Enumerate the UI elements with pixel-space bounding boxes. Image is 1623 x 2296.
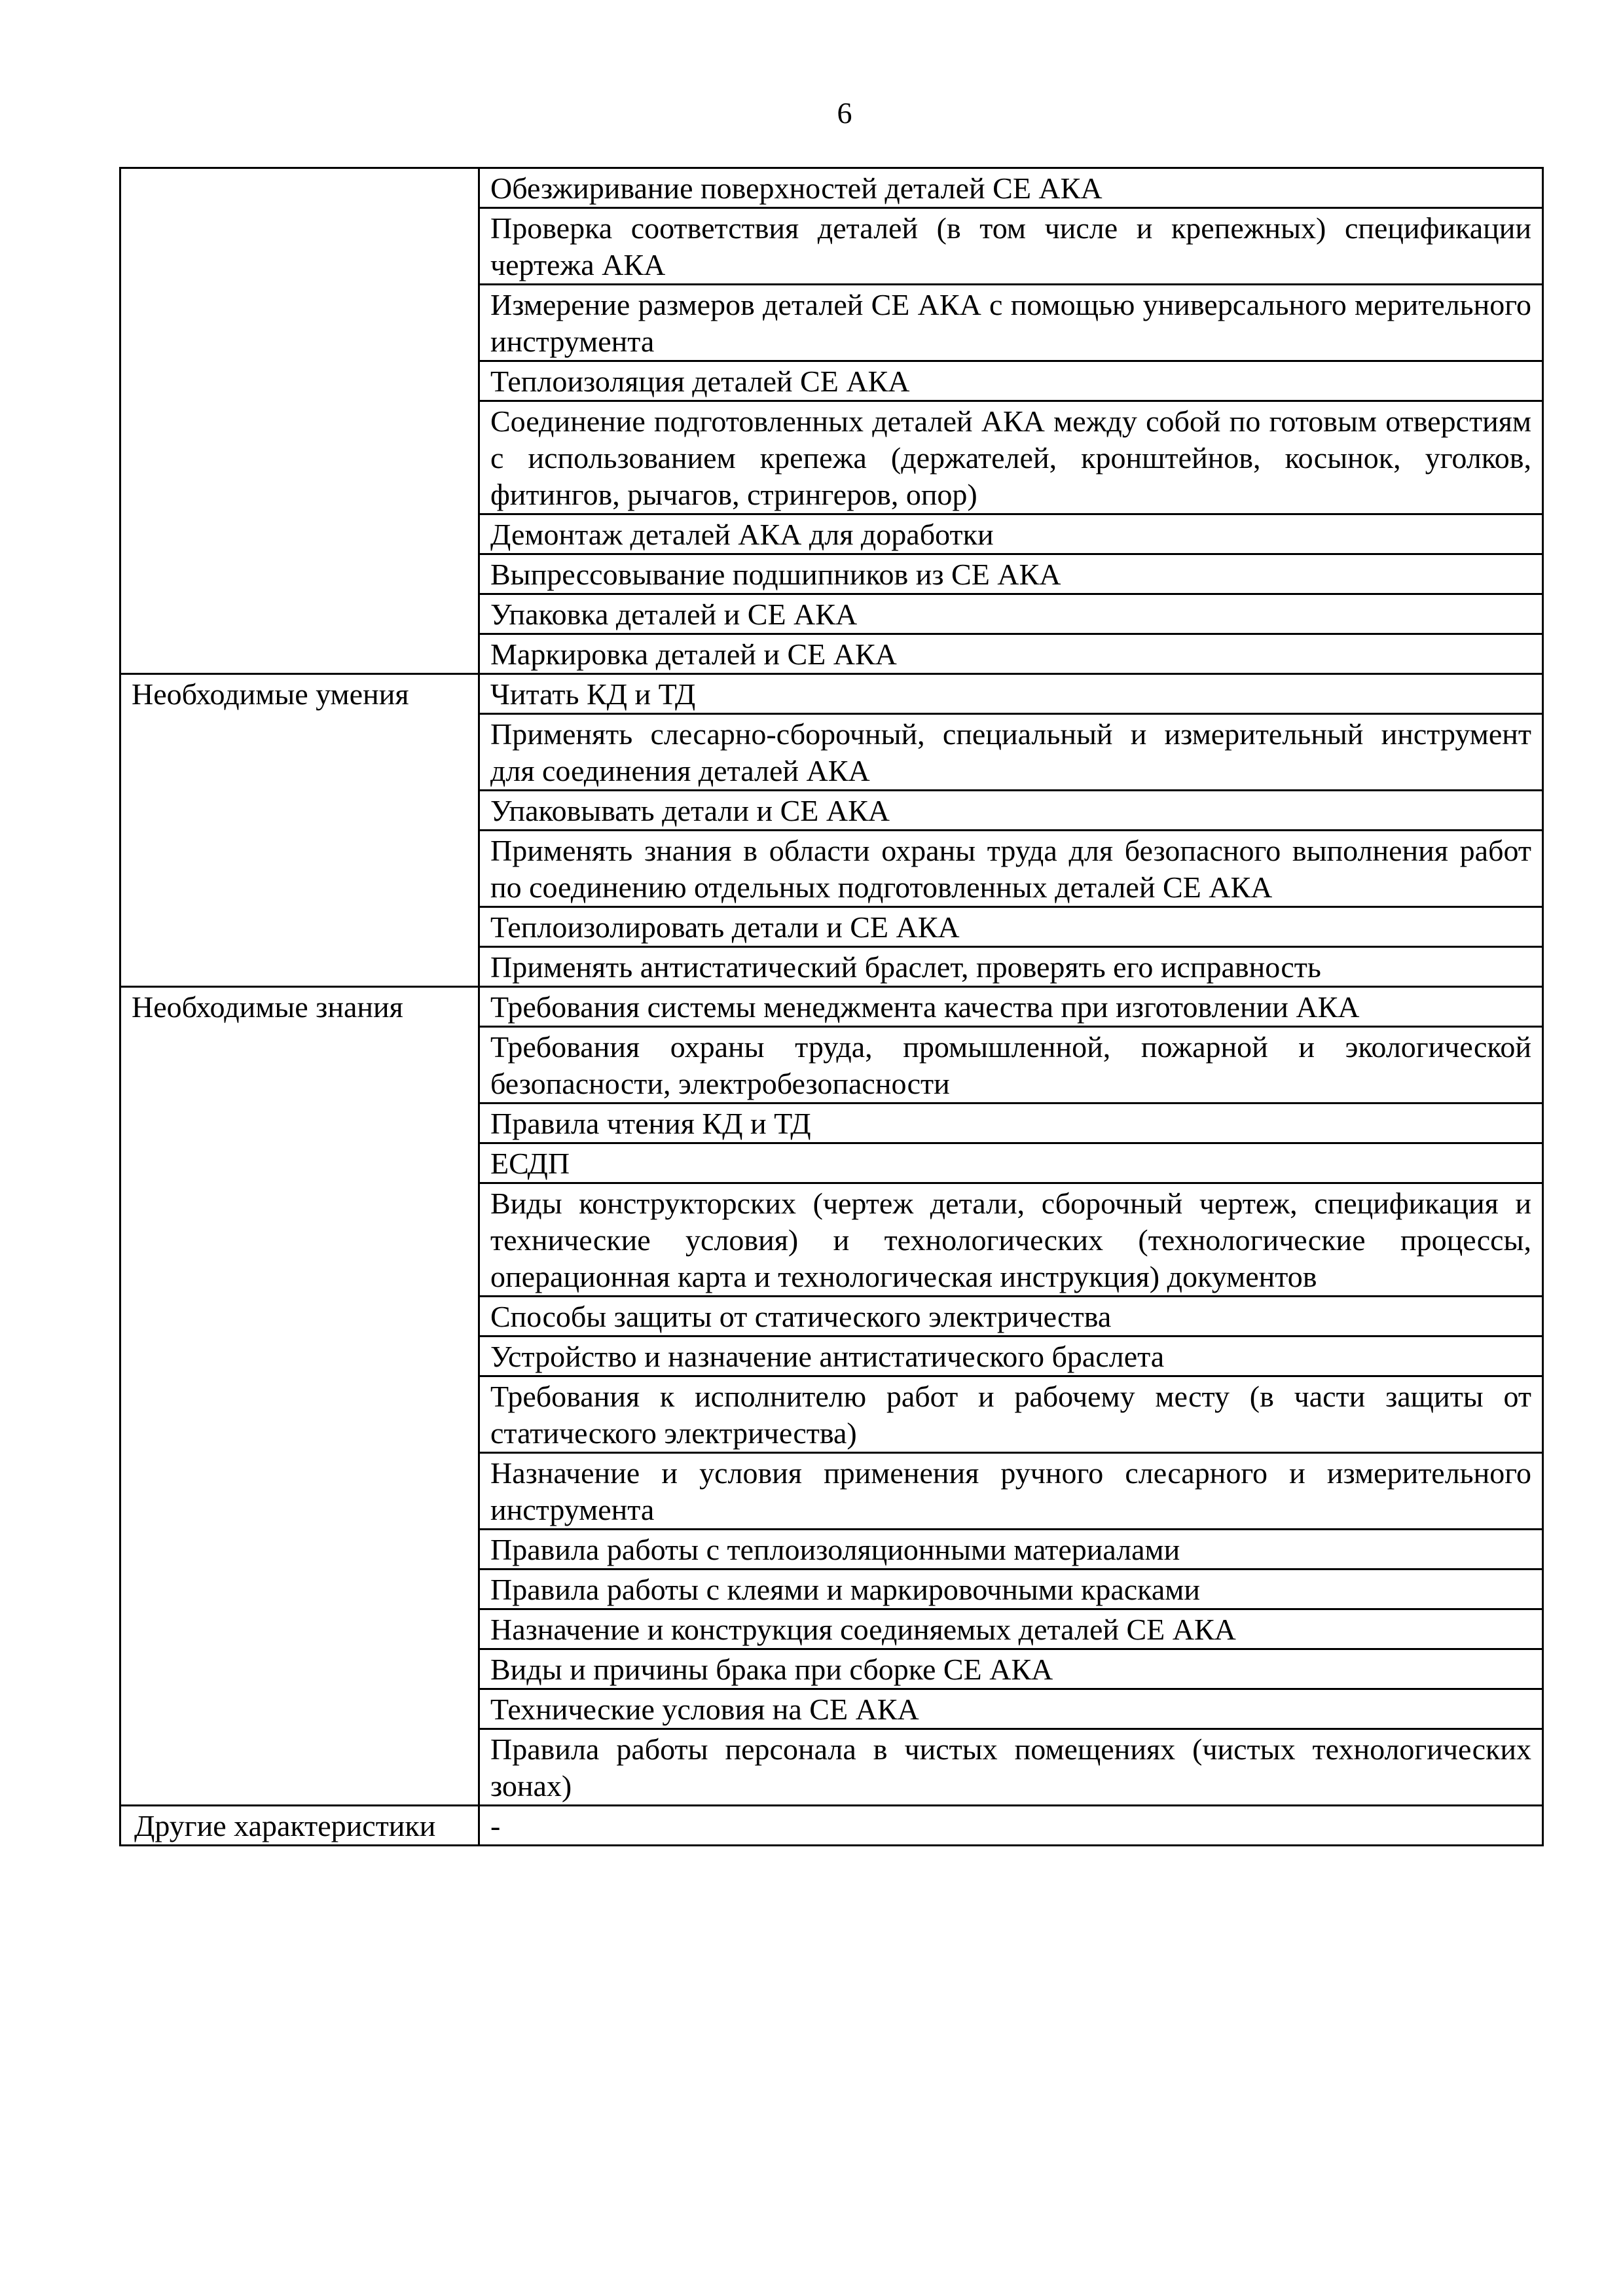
table-row <box>120 674 1543 714</box>
table-cell: Виды конструкторских (чертеж детали, сборочный чертеж, спецификация и технические условия) и технологических (технологические процессы, операционная карта и технологическая инструкция) документов <box>479 1183 1543 1297</box>
table-cell: Проверка соответствия деталей (в том числе и крепежных) спецификации чертежа АКА <box>479 208 1543 285</box>
table-cell: - <box>479 1806 1543 1846</box>
table-cell: Измерение размеров деталей СЕ АКА с помощью универсального мерительного инструмента <box>479 285 1543 361</box>
table-cell: Назначение и конструкция соединяемых деталей СЕ АКА <box>479 1609 1543 1649</box>
continuation-label-cell <box>120 168 479 674</box>
table-cell: ЕСДП <box>479 1143 1543 1183</box>
table-cell: Применять антистатический браслет, проверять его исправность <box>479 947 1543 987</box>
table-cell: Читать КД и ТД <box>479 674 1543 714</box>
qualification-table <box>119 167 1544 1846</box>
table-cell: Упаковка деталей и СЕ АКА <box>479 594 1543 634</box>
table-cell: Обезжиривание поверхностей деталей СЕ АКА <box>479 168 1543 208</box>
table-cell: Требования охраны труда, промышленной, пожарной и экологической безопасности, электробезопасности <box>479 1027 1543 1103</box>
table-cell: Маркировка деталей и СЕ АКА <box>479 634 1543 674</box>
table-cell: Правила работы с клеями и маркировочными красками <box>479 1570 1543 1609</box>
table-cell: Правила работы с теплоизоляционными материалами <box>479 1530 1543 1570</box>
table-cell: Применять слесарно-сборочный, специальный и измерительный инструмент для соединения деталей АКА <box>479 714 1543 791</box>
table-cell: Правила работы персонала в чистых помещениях (чистых технологических зонах) <box>479 1729 1543 1806</box>
table-cell: Выпрессовывание подшипников из СЕ АКА <box>479 554 1543 594</box>
table-cell: Теплоизоляция деталей СЕ АКА <box>479 361 1543 401</box>
table-cell: Применять знания в области охраны труда для безопасного выполнения работ по соединению отдельных подготовленных деталей СЕ АКА <box>479 831 1543 907</box>
table-cell: Назначение и условия применения ручного слесарного и измерительного инструмента <box>479 1453 1543 1530</box>
table-cell: Устройство и назначение антистатического браслета <box>479 1336 1543 1376</box>
table-cell: Теплоизолировать детали и СЕ АКА <box>479 907 1543 947</box>
table-row <box>120 987 1543 1027</box>
table-cell: Правила чтения КД и ТД <box>479 1103 1543 1143</box>
table-cell: Упаковывать детали и СЕ АКА <box>479 791 1543 831</box>
page-number: 6 <box>837 96 852 130</box>
table-row <box>120 1806 1543 1846</box>
table-cell: Требования системы менеджмента качества при изготовлении АКА <box>479 987 1543 1027</box>
other-label: Другие характеристики <box>120 1806 479 1846</box>
table-cell: Требования к исполнителю работ и рабочему месту (в части защиты от статического электричества) <box>479 1376 1543 1453</box>
table-cell: Технические условия на СЕ АКА <box>479 1689 1543 1729</box>
table-cell: Соединение подготовленных деталей АКА между собой по готовым отверстиям с использованием крепежа (держателей, кронштейнов, косынок, уголков, фитингов, рычагов, стрингеров, опор) <box>479 401 1543 514</box>
table-cell: Виды и причины брака при сборке СЕ АКА <box>479 1649 1543 1689</box>
table-cell: Демонтаж деталей АКА для доработки <box>479 514 1543 554</box>
table-row <box>120 168 1543 208</box>
skills-label: Необходимые умения <box>120 674 479 987</box>
table-cell: Способы защиты от статического электричества <box>479 1297 1543 1336</box>
knowledge-label: Необходимые знания <box>120 987 479 1806</box>
